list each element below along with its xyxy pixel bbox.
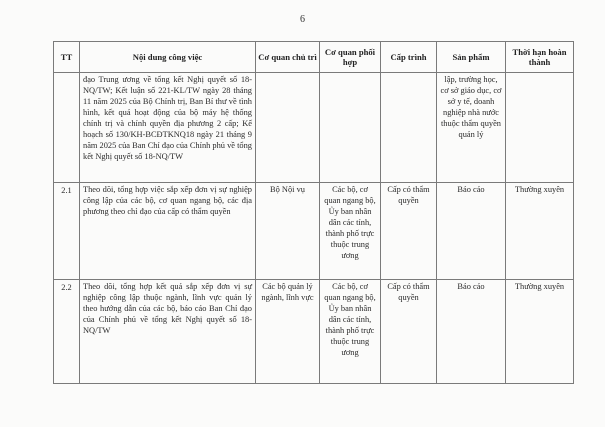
header-lead-agency: Cơ quan chủ trì — [256, 42, 320, 73]
cell-coordinating-agency: Các bộ, cơ quan ngang bộ, Ủy ban nhân dân các tỉnh, thành phố trực thuộc trung ương — [320, 183, 381, 280]
cell-lead-agency: Các bộ quản lý ngành, lĩnh vực — [256, 280, 320, 384]
cell-product: Báo cáo — [437, 280, 506, 384]
work-plan-table — [53, 41, 574, 384]
table-row — [54, 73, 574, 183]
cell-deadline: Thường xuyên — [506, 280, 574, 384]
cell-content: Theo dõi, tổng hợp việc sắp xếp đơn vị sự nghiệp công lập của các bộ, cơ quan ngang bộ, các địa phương theo chỉ đạo của cấp có thẩm quyền — [80, 183, 256, 280]
table-header-row — [54, 42, 574, 73]
cell-product: Báo cáo — [437, 183, 506, 280]
cell-lead-agency: Bộ Nội vụ — [256, 183, 320, 280]
cell-lead-agency — [256, 73, 320, 183]
cell-submit-level: Cấp có thẩm quyền — [381, 280, 437, 384]
header-product: Sản phẩm — [437, 42, 506, 73]
cell-deadline — [506, 73, 574, 183]
table-row — [54, 280, 574, 384]
cell-deadline: Thường xuyên — [506, 183, 574, 280]
header-submit-level: Cấp trình — [381, 42, 437, 73]
cell-tt: 2.2 — [54, 280, 80, 384]
cell-tt — [54, 73, 80, 183]
cell-submit-level: Cấp có thẩm quyền — [381, 183, 437, 280]
cell-product: lập, trường học, cơ sở giáo dục, cơ sở y tế, doanh nghiệp nhà nước thuộc thẩm quyền quản lý — [437, 73, 506, 183]
cell-content: đạo Trung ương về tổng kết Nghị quyết số 18-NQ/TW; Kết luận số 221-KL/TW ngày 28 tháng 11 năm 2025 của Bộ Chính trị, Ban Bí thư về tình hình, kết quả hoạt động của bộ máy hệ thống chính trị và chính quyền địa phương 2 cấp; Kế hoạch số 130/KH-BCĐTKNQ18 ngày 21 tháng 9 năm 2025 của Ban Chỉ đạo của Chính phủ về tổng kết Nghị quyết số 18-NQ/TW — [80, 73, 256, 183]
header-deadline: Thời hạn hoàn thành — [506, 42, 574, 73]
cell-coordinating-agency — [320, 73, 381, 183]
cell-tt: 2.1 — [54, 183, 80, 280]
cell-coordinating-agency: Các bộ, cơ quan ngang bộ, Ủy ban nhân dân các tỉnh, thành phố trực thuộc trung ương — [320, 280, 381, 384]
header-tt: TT — [54, 42, 80, 73]
cell-submit-level — [381, 73, 437, 183]
header-coordinating-agency: Cơ quan phối hợp — [320, 42, 381, 73]
table-row — [54, 183, 574, 280]
cell-content: Theo dõi, tổng hợp kết quả sắp xếp đơn vị sự nghiệp công lập thuộc ngành, lĩnh vực quản lý theo hướng dẫn của các bộ, báo cáo Ban Chỉ đạo của Chính phủ về tổng kết Nghị quyết số 18-NQ/TW — [80, 280, 256, 384]
page-number: 6 — [300, 14, 305, 25]
header-content: Nội dung công việc — [80, 42, 256, 73]
